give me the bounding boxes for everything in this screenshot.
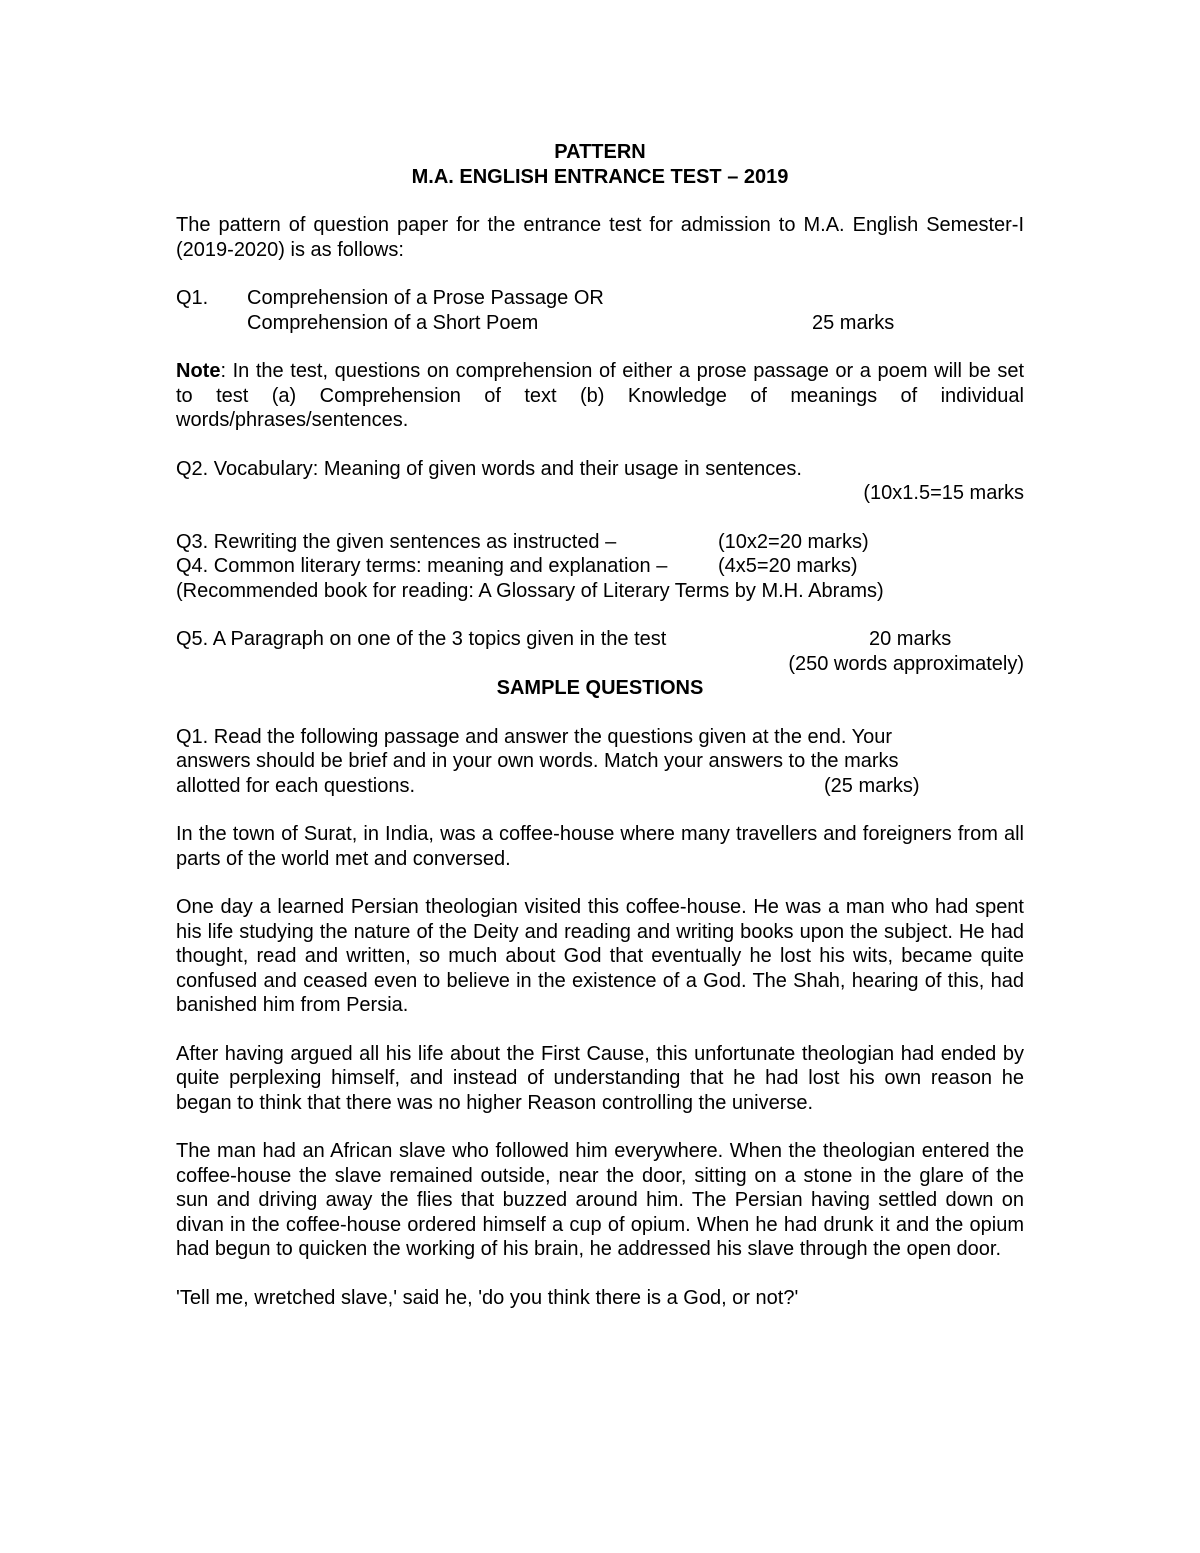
q4-row — [176, 554, 1024, 579]
passage-paragraph-1: In the town of Surat, in India, was a coffee-house where many travellers and foreigners from all parts of the world met and conversed. — [176, 823, 1024, 870]
passage-paragraph-5: 'Tell me, wretched slave,' said he, 'do you think there is a God, or not?' — [176, 1286, 799, 1309]
q1-line-1: Comprehension of a Prose Passage OR — [247, 287, 604, 309]
sample-q1-row-3 — [176, 774, 1024, 799]
q1-row-2 — [176, 311, 1024, 336]
q3-row — [176, 530, 1024, 555]
q4-marks: (4x5=20 marks) — [718, 555, 858, 577]
sample-q1-line-2: answers should be brief and in your own words. Match your answers to the marks — [176, 750, 899, 772]
document-page — [176, 140, 1024, 1310]
page-title: PATTERN — [554, 141, 646, 163]
q2-text: Q2. Vocabulary: Meaning of given words and their usage in sentences. — [176, 457, 802, 480]
passage-paragraph-2: One day a learned Persian theologian visited this coffee-house. He was a man who had spent his life studying the nature of the Deity and reading and writing books upon the subject. He had thought, read and written, so much about God that eventually he lost his wits, became quite confused and ceased even to believe in the existence of a God. The Shah, hearing of this, had banished him from Persia. — [176, 896, 1024, 1016]
passage-paragraph-4: The man had an African slave who followed him everywhere. When the theologian entered the coffee-house the slave remained outside, near the door, sitting on a stone in the glare of the sun and driving away the flies that buzzed around him. The Persian having settled down on divan in the coffee-house ordered himself a cup of opium. When he had drunk it and the opium had begun to quicken the working of his brain, he addressed his slave through the open door. — [176, 1140, 1024, 1260]
note-paragraph — [176, 359, 1024, 433]
passage-paragraph-3: After having argued all his life about the First Cause, this unfortunate theologian had ended by quite perplexing himself, and instead of understanding that he had lost his own reason he began to think that there was no higher Reason controlling the universe. — [176, 1042, 1024, 1114]
recommended-book: (Recommended book for reading: A Glossary of Literary Terms by M.H. Abrams) — [176, 579, 884, 602]
q4-text: Q4. Common literary terms: meaning and explanation – — [176, 555, 668, 577]
q1-number: Q1. — [176, 287, 209, 309]
page-subtitle: M.A. ENGLISH ENTRANCE TEST – 2019 — [411, 165, 789, 188]
q1-marks: 25 marks — [812, 311, 895, 334]
note-text: : In the test, questions on comprehension of either a prose passage or a poem will be set to test (a) Comprehension of text (b) Knowledge of meanings of individual words/phrases/sentences. — [176, 360, 1024, 431]
q2-marks: (10x1.5=15 marks — [863, 482, 1024, 504]
sample-heading: SAMPLE QUESTIONS — [496, 677, 704, 699]
intro-paragraph: The pattern of question paper for the entrance test for admission to M.A. English Semester-I (2019-2020) is as follows: — [176, 214, 1024, 261]
q3-text: Q3. Rewriting the given sentences as instructed – — [176, 530, 617, 553]
q5-marks: 20 marks — [869, 628, 952, 650]
q3-marks: (10x2=20 marks) — [718, 530, 869, 553]
note-label: Note — [176, 360, 221, 382]
sample-q1-line-1: Q1. Read the following passage and answer the questions given at the end. Your — [176, 725, 893, 748]
q1-row-1 — [176, 286, 1024, 311]
q5-row — [176, 627, 1024, 652]
q5-text: Q5. A Paragraph on one of the 3 topics given in the test — [176, 628, 667, 650]
sample-q1-marks: (25 marks) — [824, 774, 920, 797]
q1-line-2: Comprehension of a Short Poem — [247, 311, 539, 334]
sample-q1-line-3: allotted for each questions. — [176, 774, 416, 797]
q5-words: (250 words approximately) — [788, 652, 1024, 675]
